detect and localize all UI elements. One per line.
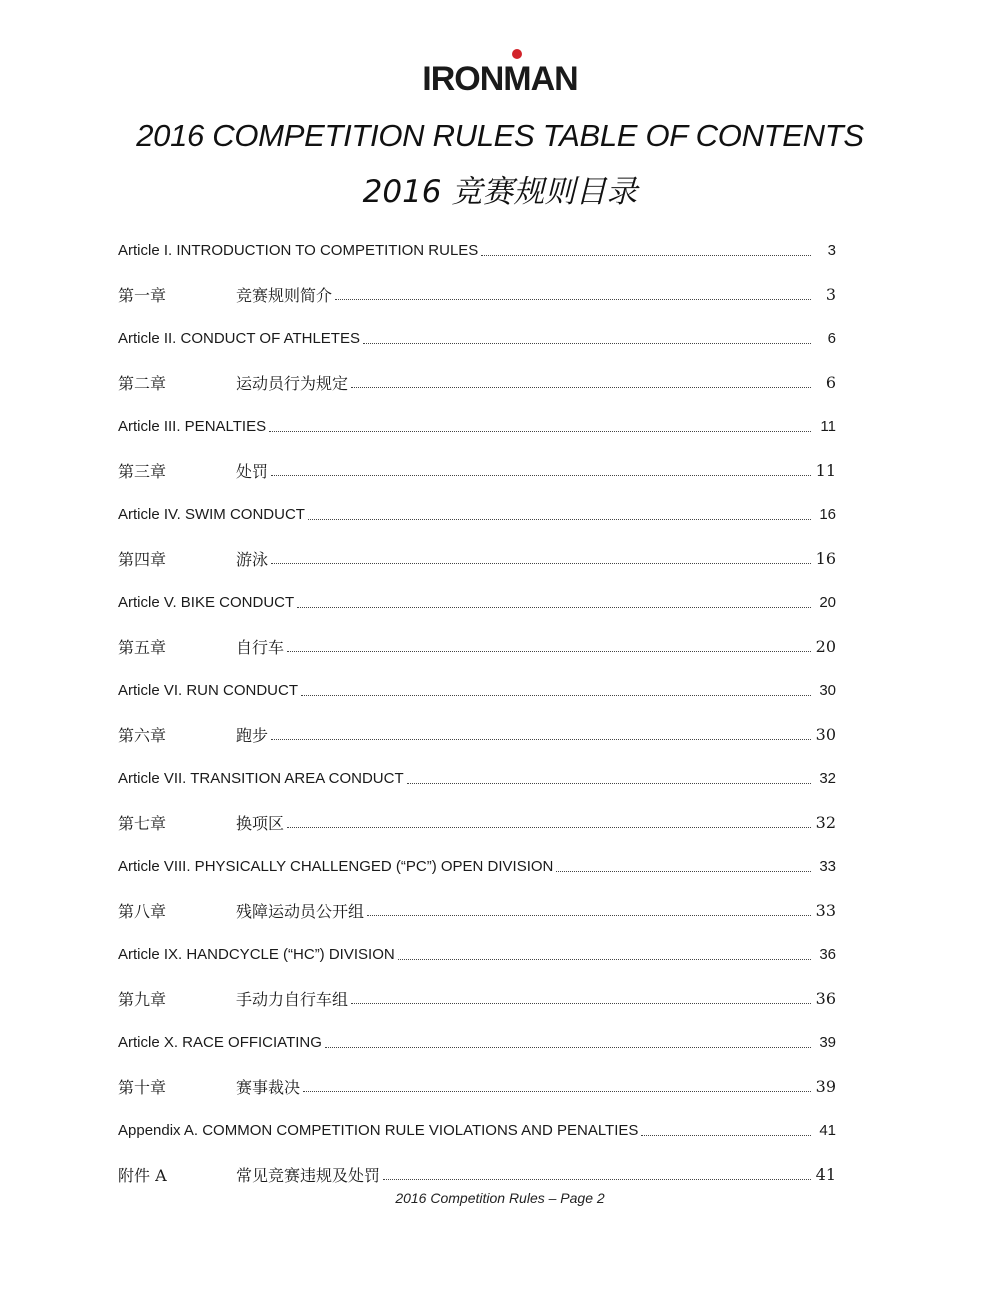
dot-leader: [367, 915, 811, 916]
toc-chapter-number: 第一章: [118, 285, 167, 305]
toc-chapter-number: 第四章: [118, 549, 167, 569]
dot-leader: [398, 959, 811, 960]
toc-entry-label: Article VIII. PHYSICALLY CHALLENGED (“PC”) OPEN DIVISION: [118, 857, 554, 875]
toc-chapter-number: 第七章: [118, 813, 167, 833]
dot-leader: [556, 871, 811, 872]
toc-chapter-title: 换项区: [236, 813, 285, 833]
dot-leader: [271, 475, 811, 476]
toc-entry-label: Article IX. HANDCYCLE (“HC”) DIVISION: [118, 945, 395, 963]
page-footer: 2016 Competition Rules – Page 2: [395, 1190, 605, 1206]
toc-entry-english[interactable]: [118, 1108, 840, 1152]
ironman-logo: [410, 48, 590, 94]
toc-page-number: 33: [815, 900, 836, 920]
toc-chapter-title: 游泳: [236, 549, 269, 569]
toc-chapter-number: 第五章: [118, 637, 167, 657]
toc-page-number: 33: [819, 857, 836, 875]
dot-leader: [297, 607, 811, 608]
toc-entry-chinese[interactable]: [118, 712, 840, 756]
toc-entry-heading: [118, 1163, 380, 1186]
toc-page-number: 11: [815, 460, 836, 480]
toc-page-number: 11: [820, 417, 836, 435]
toc-chapter-number: 第八章: [118, 901, 167, 921]
toc-entry-heading: [118, 987, 348, 1010]
dot-leader: [303, 1091, 811, 1092]
dot-leader: [407, 783, 811, 784]
toc-entry-english[interactable]: [118, 404, 840, 448]
dot-leader: [383, 1179, 811, 1180]
toc-entry-english[interactable]: [118, 492, 840, 536]
toc-page-number: 32: [815, 812, 836, 832]
toc-entry-label: Appendix A. COMMON COMPETITION RULE VIOLATIONS AND PENALTIES: [118, 1121, 639, 1139]
dot-leader: [271, 563, 811, 564]
toc-entry-heading: [118, 459, 268, 482]
toc-chapter-number: 第九章: [118, 989, 167, 1009]
toc-chapter-title: 处罚: [236, 461, 269, 481]
toc-entry-chinese[interactable]: [118, 448, 840, 492]
toc-entry-label: Article III. PENALTIES: [118, 417, 267, 435]
toc-page-number: 16: [815, 548, 836, 568]
toc-page-number: 32: [819, 769, 836, 787]
toc-entry-heading: [118, 283, 332, 306]
toc-entry-label: Article IV. SWIM CONDUCT: [118, 505, 305, 523]
toc-entry-english[interactable]: [118, 756, 840, 800]
toc-entry-english[interactable]: [118, 668, 840, 712]
toc-chapter-title: 手动力自行车组: [236, 989, 349, 1009]
toc-entry-english[interactable]: [118, 228, 840, 272]
toc-page-number: 39: [815, 1076, 836, 1096]
toc-entry-chinese[interactable]: [118, 624, 840, 668]
logo-wordmark: IRONMAN: [422, 60, 578, 94]
toc-entry-chinese[interactable]: [118, 1064, 840, 1108]
toc-entry-heading: [118, 1075, 300, 1098]
toc-entry-heading: [118, 899, 364, 922]
toc-page-number: 16: [819, 505, 836, 523]
page-title-english: 2016 COMPETITION RULES TABLE OF CONTENTS: [136, 118, 864, 153]
toc-page-number: 6: [825, 372, 836, 392]
toc-entry-chinese[interactable]: [118, 800, 840, 844]
toc-entry-chinese[interactable]: [118, 360, 840, 404]
toc-entry-label: Article X. RACE OFFICIATING: [118, 1033, 322, 1051]
dot-leader: [363, 343, 811, 344]
toc-chapter-title: 跑步: [236, 725, 269, 745]
dot-leader: [287, 651, 811, 652]
toc-chapter-title: 自行车: [236, 637, 285, 657]
toc-entry-chinese[interactable]: [118, 976, 840, 1020]
dot-leader: [269, 431, 811, 432]
toc-chapter-title: 竞赛规则简介: [236, 285, 333, 305]
toc-entry-chinese[interactable]: [118, 888, 840, 932]
toc-chapter-number: 第十章: [118, 1077, 167, 1097]
dot-leader: [351, 387, 811, 388]
toc-entry-label: Article VII. TRANSITION AREA CONDUCT: [118, 769, 404, 787]
ironman-logo-mark: [410, 48, 590, 94]
dot-leader: [325, 1047, 811, 1048]
table-of-contents: [118, 228, 840, 1196]
toc-page-number: 6: [827, 329, 836, 347]
toc-entry-chinese[interactable]: [118, 536, 840, 580]
toc-page-number: 41: [815, 1164, 836, 1184]
toc-entry-english[interactable]: [118, 844, 840, 888]
toc-page-number: 3: [825, 284, 836, 304]
dot-leader: [641, 1135, 811, 1136]
toc-page-number: 20: [815, 636, 836, 656]
toc-chapter-title: 运动员行为规定: [236, 373, 349, 393]
toc-entry-label: Article VI. RUN CONDUCT: [118, 681, 299, 699]
toc-entry-label: Article V. BIKE CONDUCT: [118, 593, 295, 611]
toc-page-number: 30: [819, 681, 836, 699]
page-title-chinese: 2016 竞赛规则目录: [362, 174, 638, 210]
toc-page-number: 20: [819, 593, 836, 611]
toc-entry-heading: [118, 635, 284, 658]
toc-entry-english[interactable]: [118, 932, 840, 976]
toc-page-number: 3: [827, 241, 836, 259]
toc-chapter-title: 常见竞赛违规及处罚: [236, 1165, 381, 1185]
logo-dot-icon: [512, 49, 522, 59]
toc-chapter-title: 赛事裁决: [236, 1077, 301, 1097]
toc-chapter-number: 第二章: [118, 373, 167, 393]
dot-leader: [335, 299, 811, 300]
toc-entry-heading: [118, 371, 348, 394]
toc-page-number: 36: [815, 988, 836, 1008]
dot-leader: [271, 739, 811, 740]
toc-entry-label: Article I. INTRODUCTION TO COMPETITION RULES: [118, 241, 479, 259]
toc-chapter-number: 第六章: [118, 725, 167, 745]
toc-page-number: 41: [819, 1121, 836, 1139]
toc-entry-english[interactable]: [118, 580, 840, 624]
toc-entry-heading: [118, 811, 284, 834]
toc-entry-english[interactable]: [118, 1020, 840, 1064]
toc-entry-english[interactable]: [118, 316, 840, 360]
dot-leader: [351, 1003, 811, 1004]
dot-leader: [287, 827, 811, 828]
toc-page-number: 36: [819, 945, 836, 963]
toc-chapter-number: 附件 A: [118, 1165, 167, 1185]
toc-page-number: 30: [815, 724, 836, 744]
toc-chapter-number: 第三章: [118, 461, 167, 481]
toc-page-number: 39: [819, 1033, 836, 1051]
toc-chapter-title: 残障运动员公开组: [236, 901, 365, 921]
dot-leader: [481, 255, 811, 256]
toc-entry-label: Article II. CONDUCT OF ATHLETES: [118, 329, 360, 347]
toc-entry-heading: [118, 547, 268, 570]
toc-entry-chinese[interactable]: [118, 272, 840, 316]
dot-leader: [301, 695, 811, 696]
dot-leader: [308, 519, 811, 520]
toc-entry-heading: [118, 723, 268, 746]
